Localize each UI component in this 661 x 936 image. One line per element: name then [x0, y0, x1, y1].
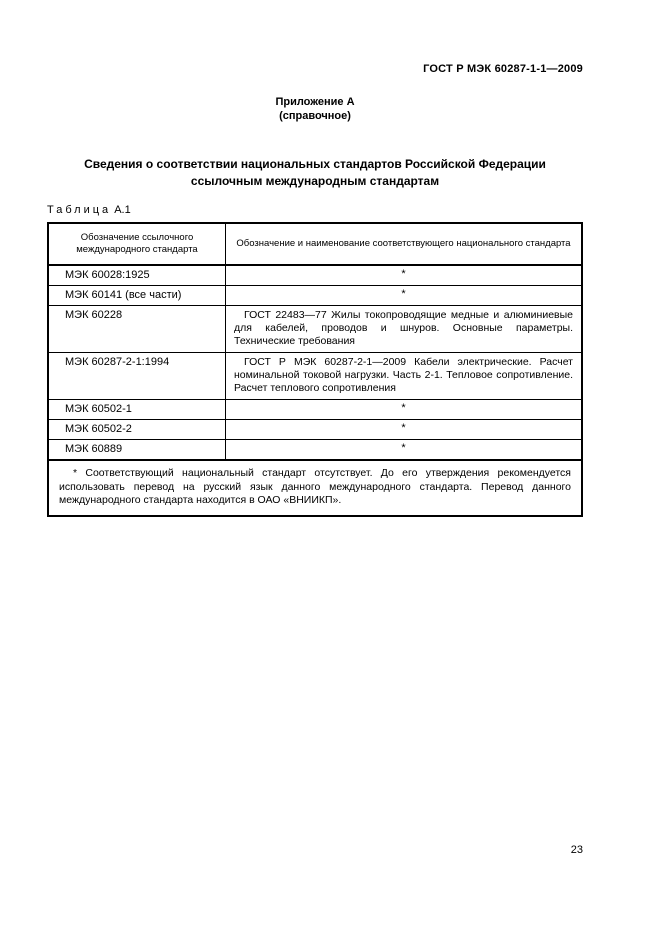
annex-type: (справочное)	[279, 110, 351, 122]
table-row	[48, 420, 582, 440]
table-row	[48, 400, 582, 420]
match-cell: ГОСТ Р МЭК 60287-2-1—2009 Кабели электрические. Расчет номинальной токовой нагрузки. Часть 2-1. Тепловое сопротивление. Расчет теплового сопротивления	[226, 353, 583, 400]
correspondence-table	[47, 222, 583, 517]
table-header-row	[48, 223, 582, 265]
content-column	[47, 0, 583, 517]
ref-cell: МЭК 60502-1	[48, 400, 226, 420]
match-cell: *	[226, 265, 583, 286]
table-row	[48, 286, 582, 306]
ref-cell: МЭК 60889	[48, 440, 226, 461]
page-number: 23	[570, 844, 583, 856]
ref-cell: МЭК 60141 (все части)	[48, 286, 226, 306]
ref-cell: МЭК 60287-2-1:1994	[48, 353, 226, 400]
table-row	[48, 353, 582, 400]
ref-cell: МЭК 60502-2	[48, 420, 226, 440]
ref-cell: МЭК 60228	[48, 306, 226, 353]
match-cell: *	[226, 420, 583, 440]
table-caption	[47, 204, 583, 217]
table-row	[48, 306, 582, 353]
ref-cell: МЭК 60028:1925	[48, 265, 226, 286]
document-title-line-2: ссылочным международным стандартам	[190, 174, 440, 188]
annex-heading	[47, 95, 583, 123]
table-footnote-row	[48, 460, 582, 516]
table-row	[48, 265, 582, 286]
match-cell: *	[226, 440, 583, 461]
match-cell: ГОСТ 22483—77 Жилы токопроводящие медные и алюминиевые для кабелей, проводов и шнуров. Основные параметры. Технические требования	[226, 306, 583, 353]
table-caption-number: А.1	[114, 204, 131, 216]
document-title-line-1: Сведения о соответствии национальных стандартов Российской Федерации	[84, 157, 546, 171]
table-footnote: * Соответствующий национальный стандарт отсутствует. До его утверждения рекомендуется использовать перевод на русский язык данного международного стандарта. Перевод данного международного стандарта находится в ОАО «ВНИИКП».	[48, 460, 582, 516]
document-title	[47, 156, 583, 190]
table-caption-word: Таблица	[47, 204, 112, 216]
table-row	[48, 440, 582, 461]
column-header-international-standard: Обозначение ссылочного международного стандарта	[48, 223, 226, 265]
table-body	[48, 265, 582, 516]
column-header-national-standard: Обозначение и наименование соответствующего национального стандарта	[226, 223, 583, 265]
standard-designation: ГОСТ Р МЭК 60287-1-1—2009	[423, 63, 583, 75]
match-cell: *	[226, 286, 583, 306]
match-cell: *	[226, 400, 583, 420]
table-header	[48, 223, 582, 265]
annex-name: Приложение А	[275, 96, 355, 108]
